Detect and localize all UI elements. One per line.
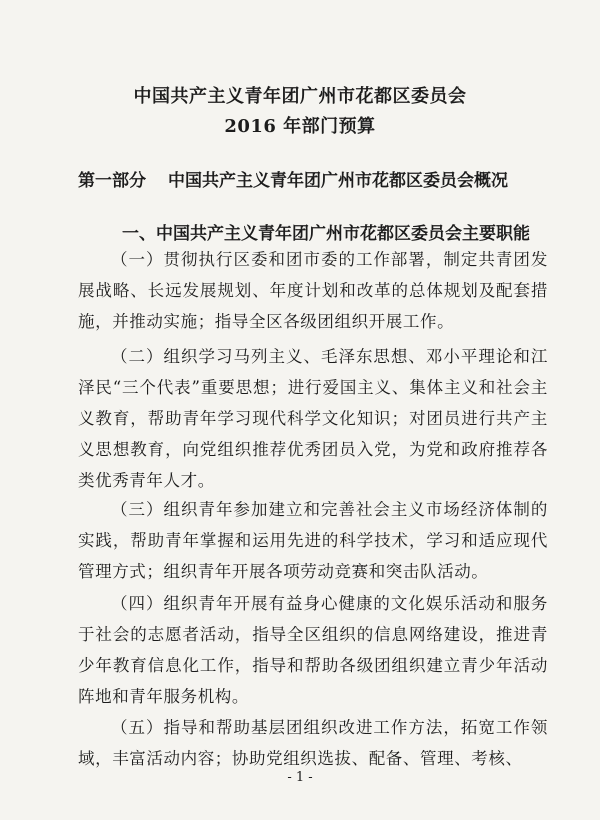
paragraph-3: （三）组织青年参加建立和完善社会主义市场经济体制的实践，帮助青年掌握和运用先进的科学技术，学习和适应现代管理方式；组织青年开展各项劳动竞赛和突击队活动。: [78, 500, 548, 581]
paragraph-2: （二）组织学习马列主义、毛泽东思想、邓小平理论和江泽民“三个代表”重要思想；进行爱国主义、集体主义和社会主义教育，帮助青年学习现代科学文化知识；对团员进行共产主义思想教育，向党组织推荐优秀团员入党，为党和政府推荐各类优秀青年人才。: [78, 347, 548, 490]
page-number: - 1 -: [287, 770, 313, 785]
document-subtitle: 2016 年部门预算: [224, 116, 376, 137]
part-heading: [78, 166, 508, 191]
section-heading: 一、中国共产主义青年团广州市花都区委员会主要职能: [122, 224, 530, 244]
paragraph-5: （五）指导和帮助基层团组织改进工作方法，拓宽工作领域，丰富活动内容；协助党组织选拔、配备、管理、考核、: [78, 718, 548, 768]
document-title: 中国共产主义青年团广州市花都区委员会: [133, 86, 467, 107]
paragraph-4: （四）组织青年开展有益身心健康的文化娱乐活动和服务于社会的志愿者活动，指导全区组织的信息网络建设，推进青少年教育信息化工作，指导和帮助各级团组织建立青少年活动阵地和青年服务机构。: [78, 594, 548, 706]
paragraph-1: （一）贯彻执行区委和团市委的工作部署，制定共青团发展战略、长远发展规划、年度计划和改革的总体规划及配套措施，并推动实施；指导全区各级团组织开展工作。: [78, 250, 548, 331]
part-title: 中国共产主义青年团广州市花都区委员会概况: [168, 171, 508, 191]
part-label: 第一部分: [78, 171, 146, 191]
